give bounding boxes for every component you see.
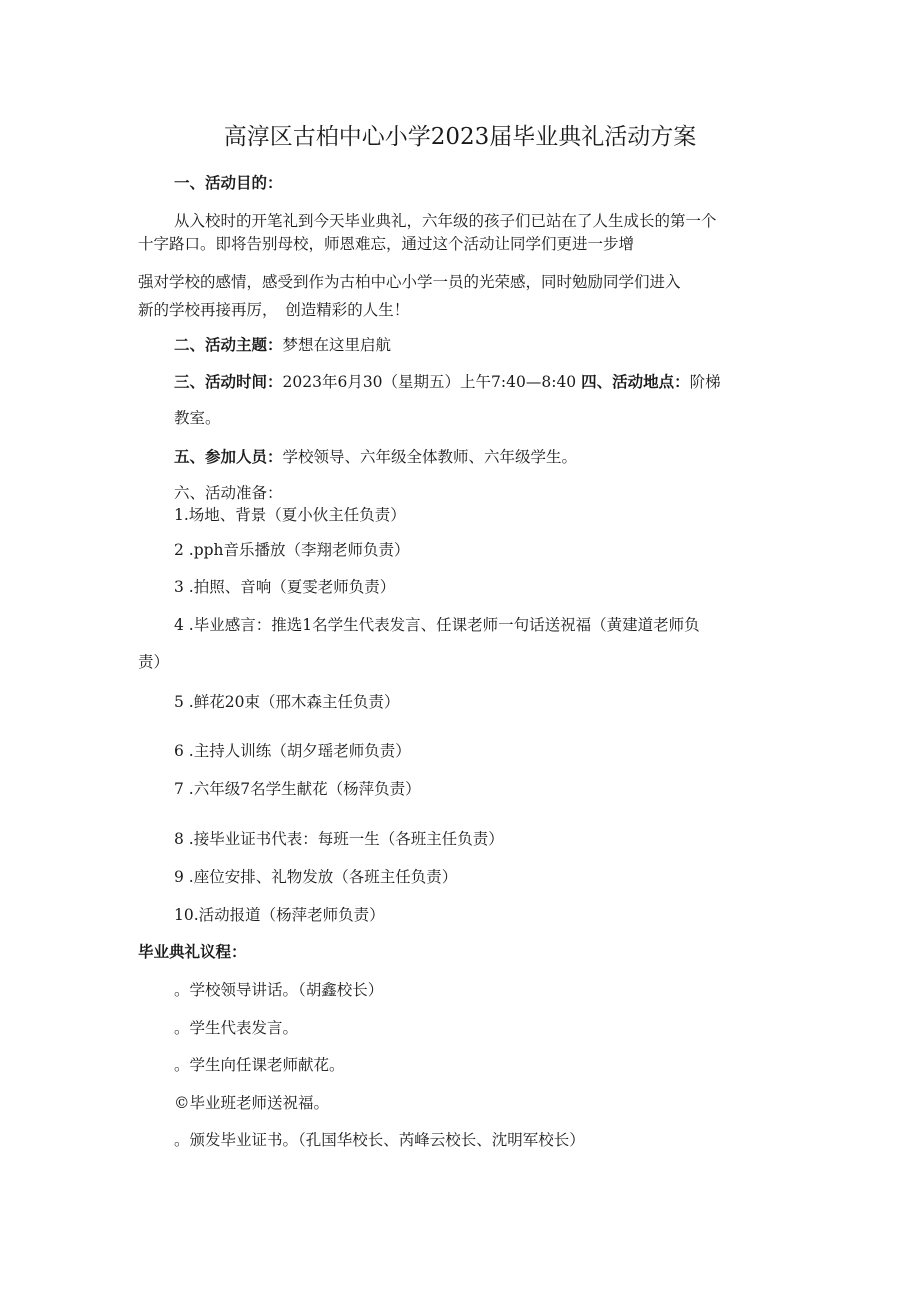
theme-row (174, 335, 391, 355)
prep-item-1: 1.场地、背景（夏小伙主任负责） (174, 506, 406, 524)
agenda-item-1: 。学校领导讲话。（胡鑫校长） (174, 981, 384, 999)
prep-heading: 六、活动准备： (174, 484, 283, 502)
agenda-item-5: 。颁发毕业证书。（孔国华校长、芮峰云校长、沈明军校长） (174, 1131, 585, 1149)
place-value-a: 阶梯 (689, 373, 721, 391)
agenda-item-3: 。学生向任课老师献花。 (174, 1056, 345, 1074)
agenda-heading: 毕业典礼议程： (138, 942, 247, 961)
purpose-line-2: 十字路口。即将告别母校，师恩难忘，通过这个活动让同学们更进一步增 (138, 235, 635, 253)
purpose-heading: 一、活动目的： (174, 173, 283, 192)
prep-item-7: 7 .六年级7名学生献花（杨萍负责） (174, 780, 421, 798)
prep-item-10: 10.活动报道（杨萍老师负责） (174, 906, 385, 924)
prep-item-4: 4 .毕业感言：推选1名学生代表发言、任课老师一句话送祝福（黄建道老师负 (174, 616, 700, 634)
theme-label: 二、活动主题： (174, 335, 283, 354)
prep-item-9: 9 .座位安排、礼物发放（各班主任负责） (174, 868, 458, 886)
prep-item-8: 8 .接毕业证书代表：每班一生（各班主任负责） (174, 830, 504, 848)
purpose-line-3: 强对学校的感情，感受到作为古柏中心小学一员的光荣感，同时勉励同学们进入 (138, 273, 681, 291)
purpose-line-1: 从入校时的开笔礼到今天毕业典礼，六年级的孩子们已站在了人生成长的第一个 (174, 212, 717, 230)
prep-item-2: 2 .pph音乐播放（李翔老师负责） (174, 541, 410, 559)
purpose-line-4: 新的学校再接再厉， 创造精彩的人生！ (138, 301, 410, 319)
time-label: 三、活动时间： (174, 372, 283, 391)
theme-value: 梦想在这里启航 (282, 336, 392, 354)
place-label: 四、活动地点： (581, 372, 690, 391)
time-value: 2023年6月30（星期五）上午7:40—8:40 (282, 373, 577, 391)
participants-label: 五、参加人员： (174, 447, 283, 466)
prep-item-4-cont: 责） (138, 653, 170, 671)
prep-item-5: 5 .鲜花20束（邢木森主任负责） (174, 693, 400, 711)
agenda-item-4: ©毕业班老师送祝福。 (174, 1094, 330, 1112)
place-value-b: 教室。 (174, 409, 221, 427)
participants-value: 学校领导、六年级全体教师、六年级学生。 (282, 448, 578, 466)
time-place-row (174, 372, 721, 392)
prep-item-3: 3 .拍照、音响（夏雯老师负责） (174, 578, 396, 596)
prep-item-6: 6 .主持人训练（胡夕瑶老师负责） (174, 742, 411, 760)
agenda-item-2: 。学生代表发言。 (174, 1019, 299, 1037)
participants-row (174, 447, 577, 467)
document-title: 高淳区古柏中心小学2023届毕业典礼活动方案 (223, 124, 697, 150)
